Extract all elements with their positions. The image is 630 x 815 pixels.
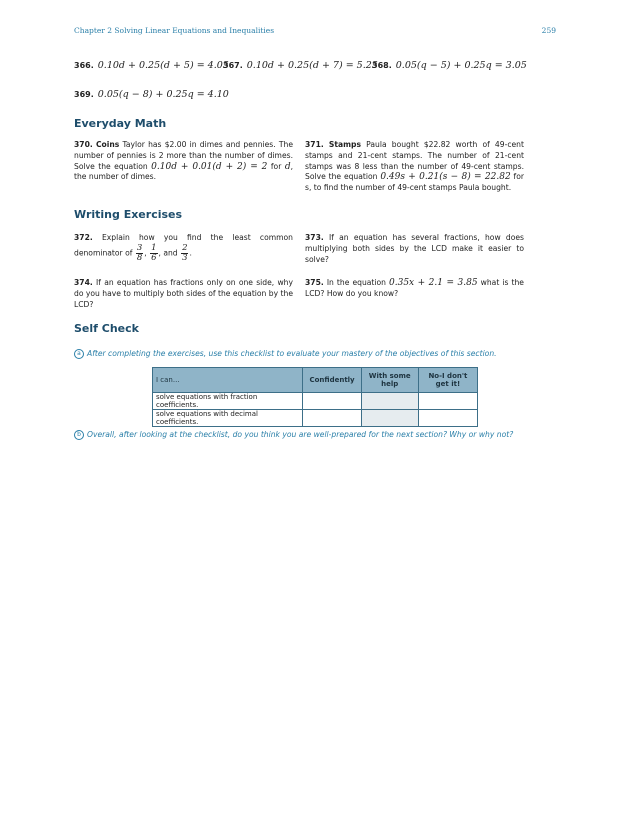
section-title-self-check: Self Check (74, 322, 139, 335)
marker-a-icon: a (74, 349, 84, 359)
checkbox-cell-with-some-help[interactable] (361, 410, 418, 427)
self-check-note-b: b Overall, after looking at the checklist, do you think you are well-prepared for the next section? Why or why not? (74, 430, 513, 440)
problem-371: 371. Stamps Paula bought $22.82 worth of 49-cent stamps and 21-cent stamps. The number of 21-cent stamps was 8 less than the number of 49-cent stamps. Solve the equation 0.49s + 0.21(s − 8) = 22.82 for s, to find the number of 49-cent stamps Paula bought. (305, 140, 524, 193)
page-number: 259 (541, 26, 556, 35)
fraction-1-6: $\frac{1}{6}$ (151, 242, 157, 263)
table-header-row (153, 368, 478, 393)
problem-367: 367. 0.10d + 0.25(d + 7) = 5.25 (223, 60, 378, 71)
col-header-i-can: I can... (153, 368, 303, 393)
problem-373: 373. If an equation has several fractions, how does multiplying both sides by the LCD make it easier to solve? (305, 233, 524, 264)
section-title-writing-exercises: Writing Exercises (74, 208, 183, 221)
problem-368: 368. 0.05(q − 5) + 0.25q = 3.05 (372, 60, 527, 71)
section-title-everyday-math: Everyday Math (74, 117, 167, 130)
checkbox-cell-confidently[interactable] (303, 393, 361, 410)
marker-b-icon: b (74, 430, 84, 440)
objective-cell: solve equations with decimal coefficients. (153, 410, 303, 427)
col-header-with-some-help: With some help (361, 368, 418, 393)
chapter-header: Chapter 2 Solving Linear Equations and Inequalities (74, 26, 275, 35)
problem-374: 374. If an equation has fractions only on one side, why do you have to multiply both sides of the equation by the LCD? (74, 278, 293, 309)
fraction-3-8: $\frac{3}{8}$ (136, 242, 143, 263)
problem-375: 375. In the equation 0.35x + 2.1 = 3.85 what is the LCD? How do you know? (305, 278, 524, 298)
checkbox-cell-with-some-help[interactable] (361, 393, 418, 410)
col-header-confidently: Confidently (303, 368, 361, 393)
problem-372: 372. Explain how you find the least common denominator of $\frac{3}{8}$ , $\frac{1}{6}$ , and $\frac{2}{3}$ . (74, 233, 293, 263)
problem-370: 370. Coins Taylor has $2.00 in dimes and pennies. The number of pennies is 2 more than the number of dimes. Solve the equation 0.10d + 0.01(d + 2) = 2 for d, the number of dimes. (74, 140, 293, 182)
problem-366: 366. 0.10d + 0.25(d + 5) = 4.05 (74, 60, 229, 71)
checkbox-cell-confidently[interactable] (303, 410, 361, 427)
objective-cell: solve equations with fraction coefficients. (153, 393, 303, 410)
checkbox-cell-no[interactable] (418, 393, 477, 410)
self-check-table (152, 367, 478, 427)
table-row (153, 393, 478, 410)
checkbox-cell-no[interactable] (418, 410, 477, 427)
fraction-2-3: $\frac{2}{3}$ (182, 242, 188, 263)
col-header-no-dont-get-it: No-I don't get it! (418, 368, 477, 393)
table-row (153, 410, 478, 427)
problem-369: 369. 0.05(q − 8) + 0.25q = 4.10 (74, 89, 229, 100)
self-check-note-a: a After completing the exercises, use this checklist to evaluate your mastery of the objectives of this section. (74, 349, 497, 359)
